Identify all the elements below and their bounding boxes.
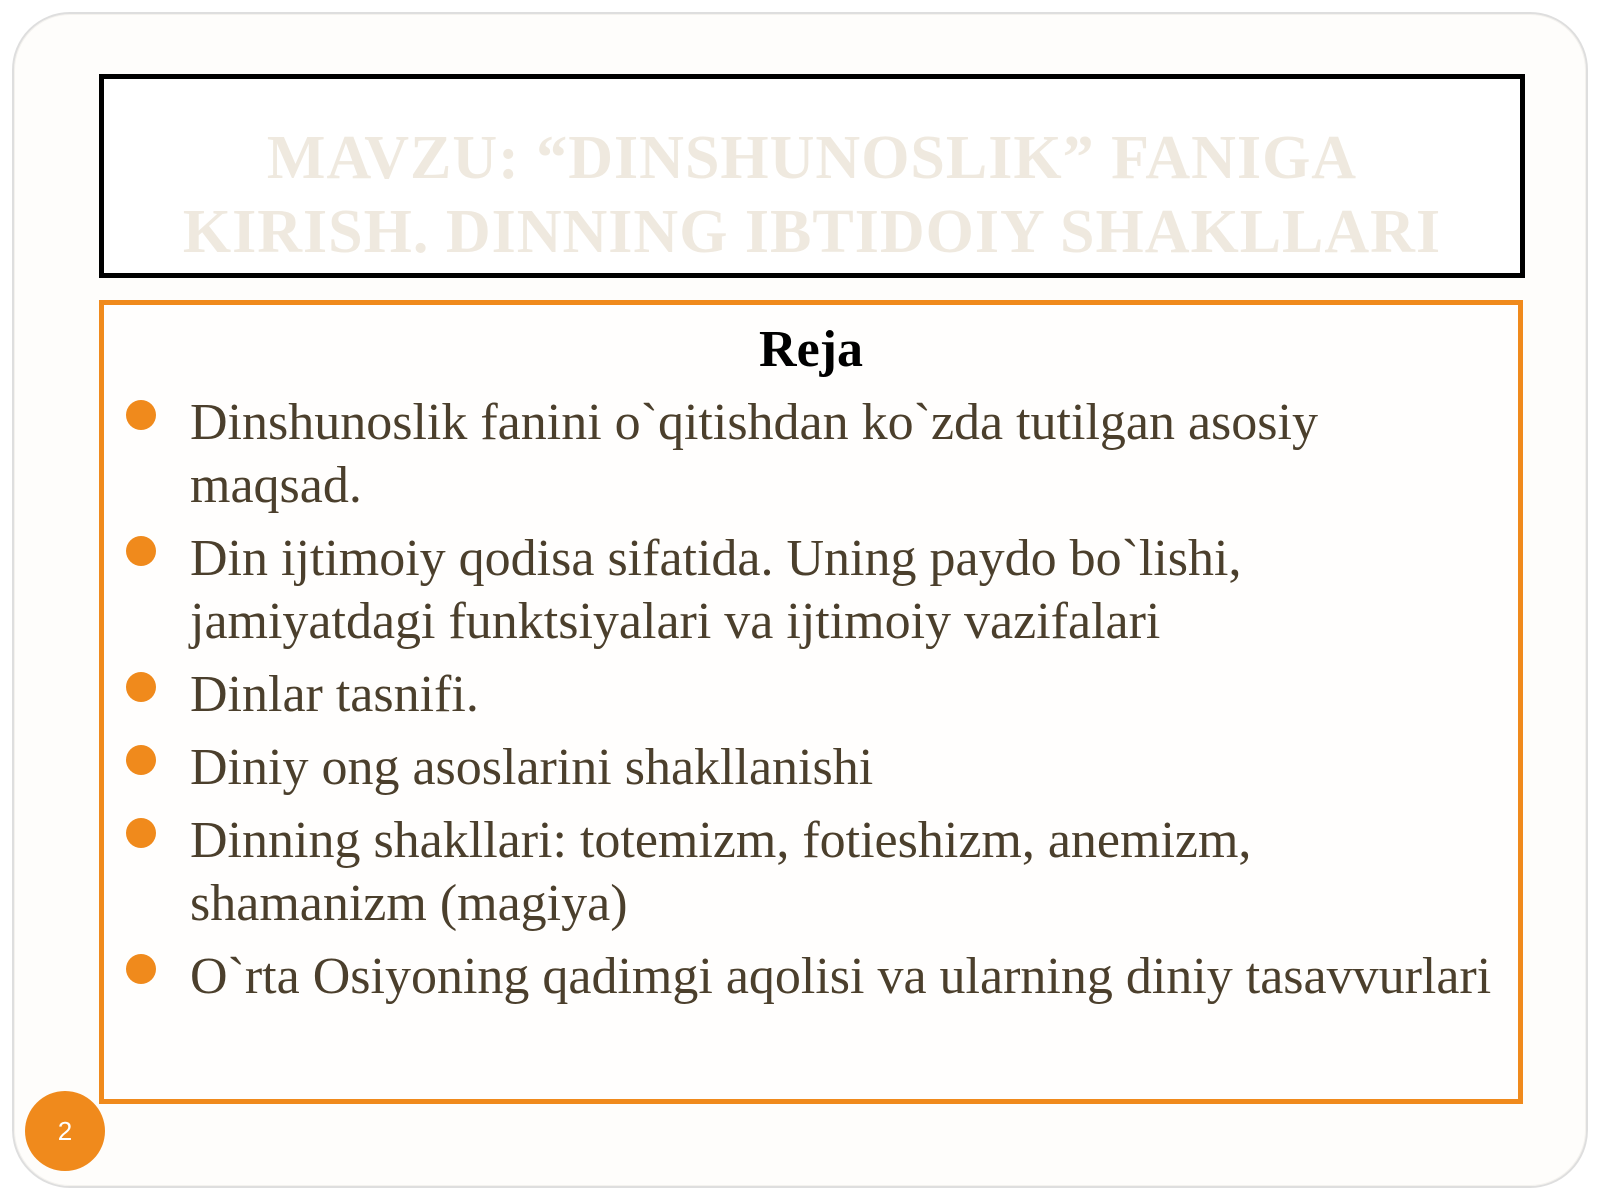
plan-box: [99, 300, 1523, 1104]
title-box: [99, 74, 1525, 278]
plan-item: [126, 527, 1496, 653]
slide-title-line-2: KIRISH. DINNING IBTIDOIY SHAKLLARI: [182, 198, 1442, 266]
bullet-icon: [126, 745, 156, 775]
plan-item-text: Din ijtimoiy qodisa sifatida. Uning paydo bo`lishi, jamiyatdagi funktsiyalari va ijtimoiy vazifalari: [190, 530, 1242, 650]
bullet-icon: [126, 818, 156, 848]
plan-item-text: Dinlar tasnifi.: [190, 666, 479, 723]
bullet-icon: [126, 400, 156, 430]
plan-item-text: Diniy ong asoslarini shakllanishi: [190, 739, 874, 796]
slide-title: [104, 121, 1520, 269]
bullet-icon: [126, 954, 156, 984]
slide-title-line-1: MAVZU: “DINSHUNOSLIK” FANIGA: [266, 124, 1358, 192]
plan-item: [126, 663, 1496, 726]
plan-item: [126, 945, 1496, 1008]
plan-heading: Reja: [759, 321, 863, 378]
slide: [12, 12, 1588, 1188]
plan-item: [126, 809, 1496, 935]
plan-item-text: O`rta Osiyoning qadimgi aqolisi va ularning diniy tasavvurlari: [190, 948, 1492, 1005]
plan-list: [126, 391, 1496, 1018]
plan-item: [126, 736, 1496, 799]
page-number-badge: 2: [25, 1091, 105, 1171]
plan-item-text: Dinning shakllari: totemizm, fotieshizm, anemizm, shamanizm (magiya): [190, 812, 1252, 932]
plan-item: [126, 391, 1496, 517]
bullet-icon: [126, 536, 156, 566]
bullet-icon: [126, 672, 156, 702]
plan-item-text: Dinshunoslik fanini o`qitishdan ko`zda tutilgan asosiy maqsad.: [190, 394, 1318, 514]
